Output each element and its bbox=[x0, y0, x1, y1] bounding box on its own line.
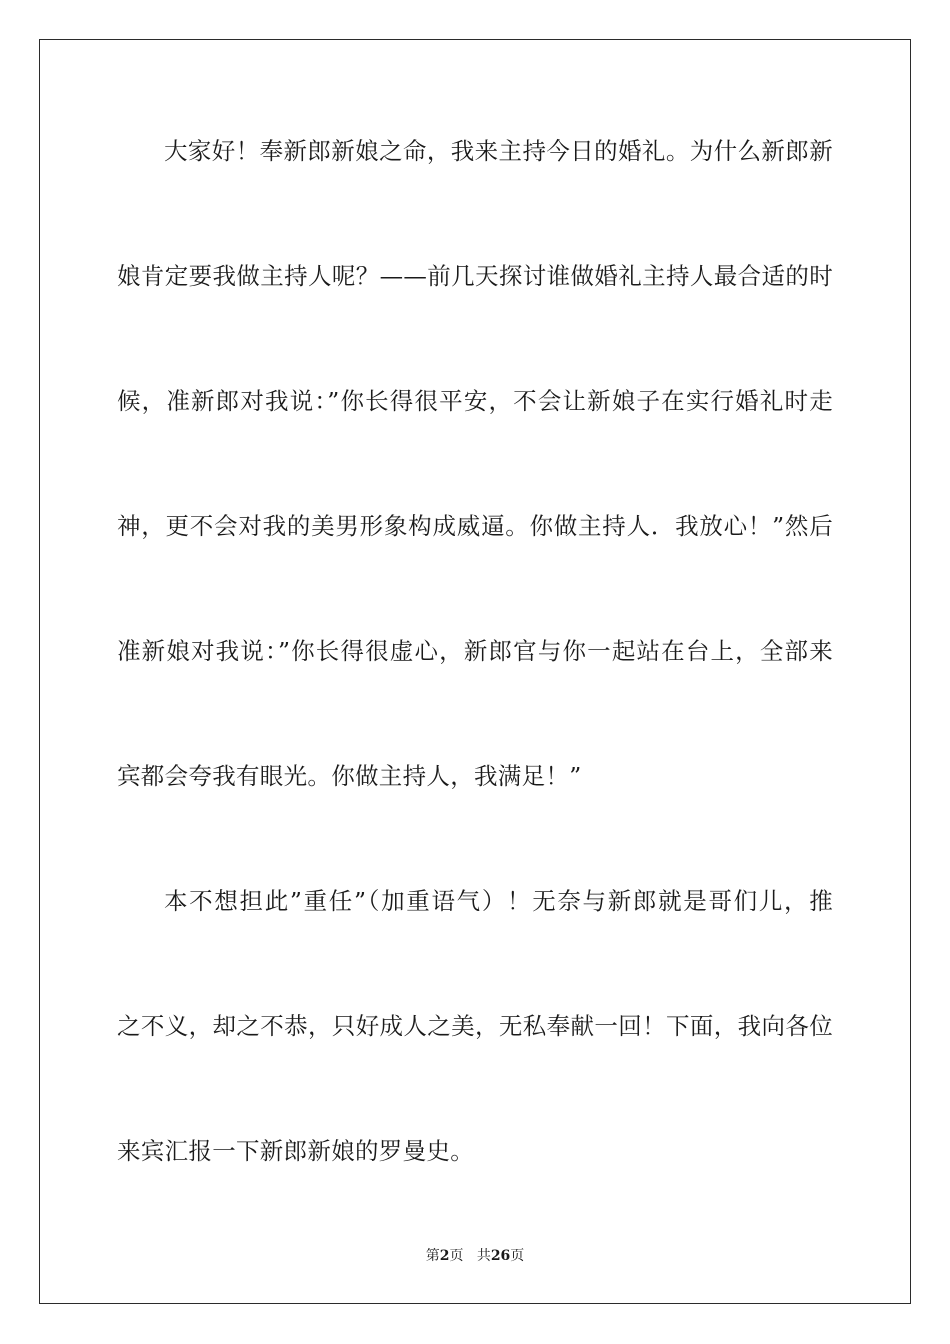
paragraph-1-line-5: 准新娘对我说：”你长得很虚心，新郎官与你一起站在台上，全部来 bbox=[117, 637, 833, 665]
paragraph-1-line-1: 大家好！奉新郎新娘之命，我来主持今日的婚礼。为什么新郎新 bbox=[164, 137, 833, 165]
paragraph-1-line-2: 娘肯定要我做主持人呢？——前几天探讨谁做婚礼主持人最合适的时 bbox=[117, 262, 833, 290]
page-border bbox=[39, 39, 911, 1304]
page-prefix: 第 bbox=[425, 1248, 440, 1264]
paragraph-1-line-4: 神，更不会对我的美男形象构成威逼。你做主持人．我放心！”然后 bbox=[117, 512, 833, 540]
paragraph-1-line-3: 候，准新郎对我说：”你长得很平安，不会让新娘子在实行婚礼时走 bbox=[117, 387, 833, 415]
paragraph-2-line-1: 本不想担此”重任”（加重语气）！无奈与新郎就是哥们儿，推 bbox=[164, 887, 833, 915]
page-suffix: 页 bbox=[449, 1248, 464, 1264]
page-number: 2 bbox=[439, 1248, 450, 1264]
paragraph-2-line-2: 之不义，却之不恭，只好成人之美，无私奉献一回！下面，我向各位 bbox=[117, 1012, 833, 1040]
page-footer bbox=[0, 1246, 950, 1266]
paragraph-2-line-3: 来宾汇报一下新郎新娘的罗曼史。 bbox=[117, 1137, 474, 1165]
paragraph-1-line-6: 宾都会夸我有眼光。你做主持人，我满足！” bbox=[117, 762, 582, 790]
total-suffix: 页 bbox=[510, 1248, 525, 1264]
total-pages: 26 bbox=[490, 1248, 511, 1264]
total-prefix: 共 bbox=[476, 1248, 491, 1264]
